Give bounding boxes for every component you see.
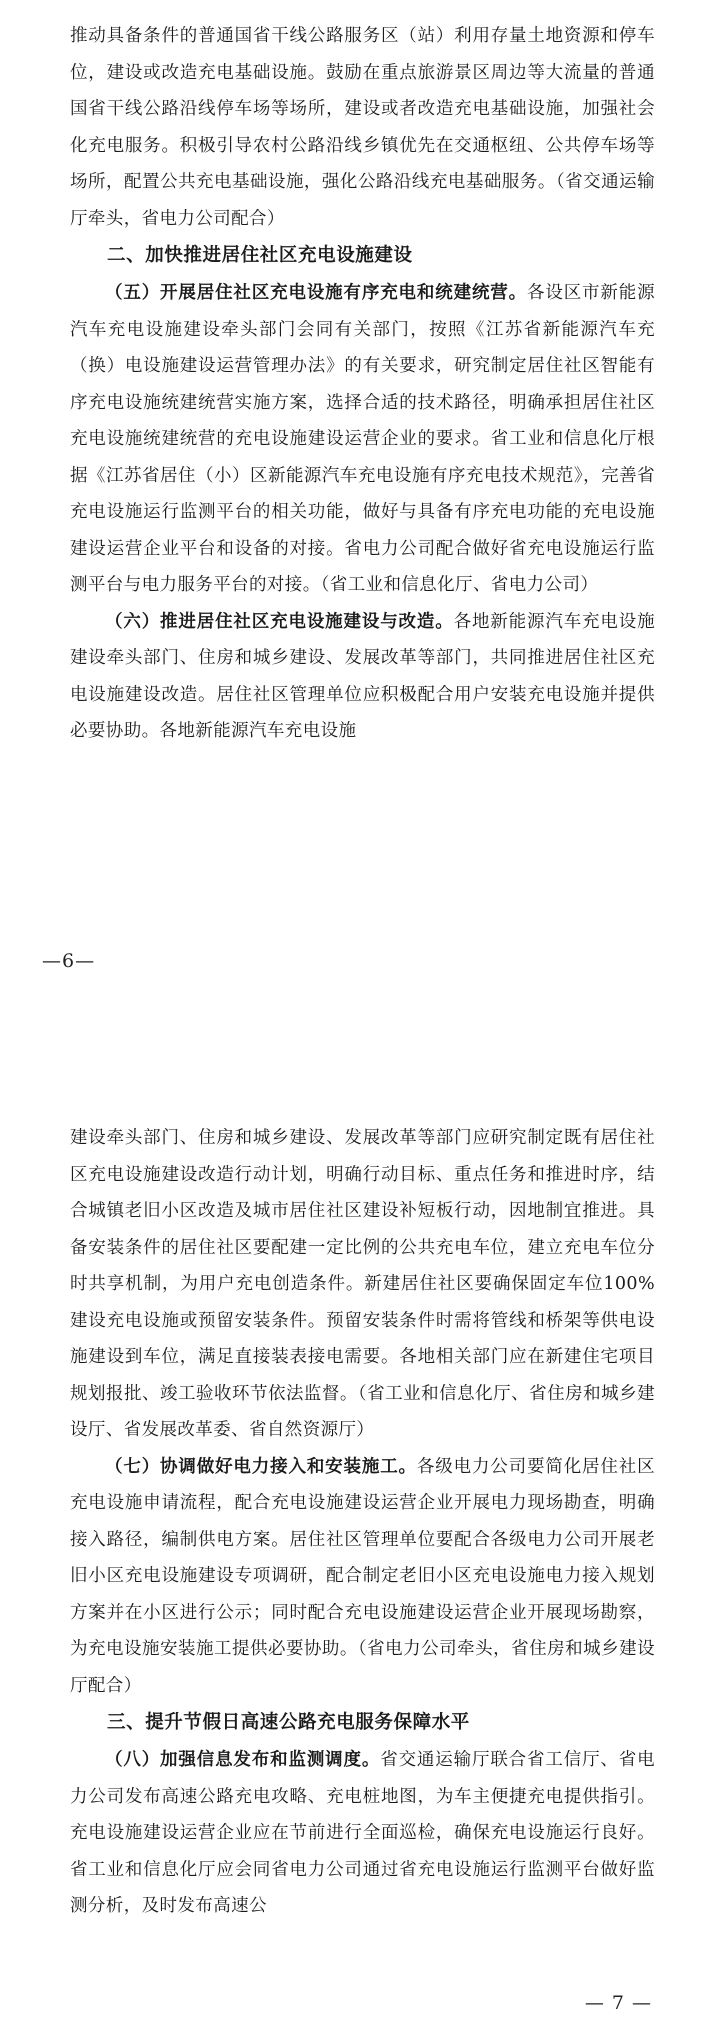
item-5-title: （五）开展居住社区充电设施有序充电和统建统营。 bbox=[105, 283, 527, 303]
paragraph-item-7 bbox=[70, 1449, 655, 1705]
page-7-body bbox=[70, 1120, 655, 1925]
document-page-6 bbox=[0, 0, 716, 1010]
section-heading-3: 三、提升节假日高速公路充电服务保障水平 bbox=[107, 1712, 470, 1733]
paragraph-item-6 bbox=[70, 604, 655, 750]
paragraph-continued: 推动具备条件的普通国省干线公路服务区（站）利用存量土地资源和停车位，建设或改造充电基础设施。鼓励在重点旅游景区周边等大流量的普通国省干线公路沿线停车场等场所，建设或者改造充电基础设施，加强社会化充电服务。积极引导农村公路沿线乡镇优先在交通枢纽、公共停车场等场所，配置公共充电基础设施，强化公路沿线充电基础服务。（省交通运输厅牵头，省电力公司配合） bbox=[70, 26, 655, 229]
item-5-body: 各设区市新能源汽车充电设施建设牵头部门会同有关部门，按照《江苏省新能源汽车充（换）电设施建设运营管理办法》的有关要求，研究制定居住社区智能有序充电设施统建统营实施方案，选择合适的技术路径，明确承担居住社区充电设施统建统营的充电设施建设运营企业的要求。省工业和信息化厅根据《江苏省居住（小）区新能源汽车充电设施有序充电技术规范》，完善省充电设施运行监测平台的相关功能，做好与具备有序充电功能的充电设施建设运营企业平台和设备的对接。省电力公司配合做好省充电设施运行监测平台与电力服务平台的对接。（省工业和信息化厅、省电力公司） bbox=[70, 283, 655, 595]
page-number: —6— bbox=[42, 950, 96, 972]
paragraph-item-5 bbox=[70, 275, 655, 604]
item-7-body: 各级电力公司要简化居住社区充电设施申请流程，配合充电设施建设运营企业开展电力现场勘查，明确接入路径，编制供电方案。居住社区管理单位要配合各级电力公司开展老旧小区充电设施建设专项调研，配合制定老旧小区充电设施电力接入规划方案并在小区进行公示；同时配合充电设施建设运营企业开展现场勘察，为充电设施安装施工提供必要协助。（省电力公司牵头，省住房和城乡建设厅配合） bbox=[70, 1456, 655, 1696]
page-number: — 7 — bbox=[584, 1992, 652, 2014]
paragraph-continued: 建设牵头部门、住房和城乡建设、发展改革等部门应研究制定既有居住社区充电设施建设改造行动计划，明确行动目标、重点任务和推进时序，结合城镇老旧小区改造及城市居住社区建设补短板行动，因地制宜推进。具备安装条件的居住社区要配建一定比例的公共充电车位，建立充电车位分时共享机制，为用户充电创造条件。新建居住社区要确保固定车位100%建设充电设施或预留安装条件。预留安装条件时需将管线和桥架等供电设施建设到车位，满足直接装表接电需要。各地相关部门应在新建住宅项目规划报批、竣工验收环节依法监督。（省工业和信息化厅、省住房和城乡建设厅、省发展改革委、省自然资源厅） bbox=[70, 1128, 655, 1440]
section-heading-2: 二、加快推进居住社区充电设施建设 bbox=[107, 245, 413, 266]
item-8-body: 省交通运输厅联合省工信厅、省电力公司发布高速公路充电攻略、充电桩地图，为车主便捷充电提供指引。充电设施建设运营企业应在节前进行全面巡检，确保充电设施运行良好。省工业和信息化厅应会同省电力公司通过省充电设施运行监测平台做好监测分析，及时发布高速公 bbox=[70, 1750, 656, 1916]
page-6-body bbox=[70, 18, 655, 750]
document-page-7 bbox=[0, 1010, 716, 2027]
item-7-title: （七）协调做好电力接入和安装施工。 bbox=[105, 1456, 417, 1477]
item-6-body: 各地新能源汽车充电设施建设牵头部门、住房和城乡建设、发展改革等部门，共同推进居住社区充电设施建设改造。居住社区管理单位应积极配合用户安装充电设施并提供必要协助。各地新能源汽车充电设施 bbox=[70, 611, 655, 741]
item-6-title: （六）推进居住社区充电设施建设与改造。 bbox=[105, 611, 454, 632]
paragraph-item-8 bbox=[70, 1742, 655, 1925]
item-8-title: （八）加强信息发布和监测调度。 bbox=[105, 1750, 381, 1770]
